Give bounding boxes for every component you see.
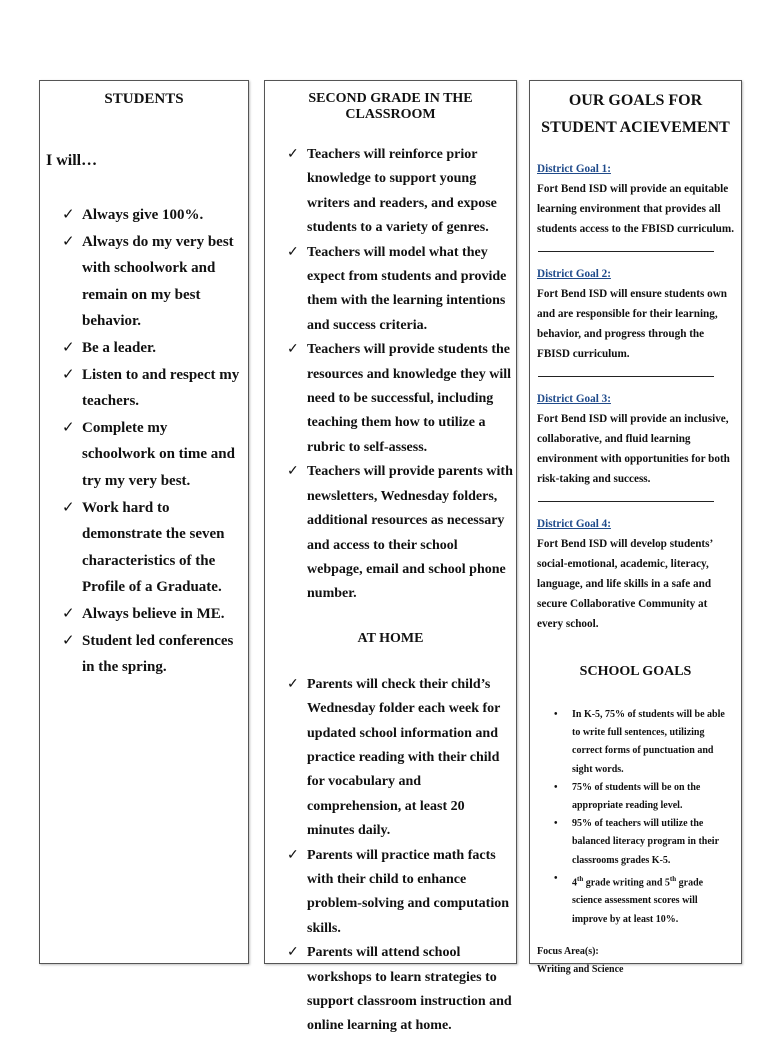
at-home-heading: AT HOME [357,630,424,646]
classroom-list [287,143,513,607]
checkmark-icon: ✓ [62,339,75,356]
checkmark-icon: ✓ [62,366,75,383]
students-intro: I will… [46,152,98,169]
checkmark-icon: ✓ [62,605,75,622]
district-goal-label: District Goal 1: [537,163,611,175]
bullet-icon: • [554,872,558,884]
school-goals-list [530,706,730,929]
district-goal-text: Fort Bend ISD will provide an inclusive, collaborative, and fluid learning environment with opportunities for both risk-taking and success. [537,413,730,485]
district-goal-label: District Goal 2: [537,268,611,280]
checkmark-icon: ✓ [287,847,299,863]
checkmark-icon: ✓ [62,419,75,436]
checkmark-icon: ✓ [287,945,299,961]
students-list [62,202,244,681]
list-item: ✓ Always do my very best with schoolwork and remain on my best behavior. [62,229,244,335]
list-item: ✓ Complete my schoolwork on time and try my very best. [62,415,244,495]
bullet-icon: • [554,818,558,830]
list-item: • 95% of teachers will utilize the balanced literacy program in their classrooms grades K-5. [572,815,730,870]
divider [538,376,714,377]
checkmark-icon: ✓ [287,676,299,692]
list-item: ✓ Student led conferences in the spring. [62,628,244,681]
list-item: ✓ Always believe in ME. [62,601,244,628]
district-goal-3 [537,389,735,489]
list-item: • 4th grade writing and 5th grade science assessment scores will improve by at least 10%. [572,870,730,929]
list-item: ✓ Work hard to demonstrate the seven characteristics of the Profile of a Graduate. [62,495,244,601]
bullet-icon: • [554,781,558,793]
list-item: ✓ Teachers will provide students the resources and knowledge they will need to be successful, including teaching them how to utilize a rubric to self-assess. [287,338,513,460]
list-item: • In K-5, 75% of students will be able to write full sentences, utilizing correct forms of punctuation and sight words. [572,706,730,779]
district-goal-2 [537,264,735,364]
list-item: ✓ Parents will check their child’s Wednesday folder each week for updated school information and practice reading with their child for vocabulary and comprehension, at least 20 minutes daily. [287,673,513,844]
checkmark-icon: ✓ [287,464,299,480]
bullet-icon: • [554,709,558,720]
classroom-heading: SECOND GRADE IN THE CLASSROOM [308,91,473,122]
checkmark-icon: ✓ [287,244,299,260]
list-item: ✓ Teachers will model what they expect from students and provide them with the learning intentions and success criteria. [287,241,513,339]
list-item: ✓ Teachers will provide parents with newsletters, Wednesday folders, additional resources as necessary and access to their school webpage, email and school phone number. [287,460,513,606]
divider [538,251,714,252]
students-heading: STUDENTS [104,91,184,107]
list-item: ✓ Teachers will reinforce prior knowledge to support young writers and readers, and expose students to a variety of genres. [287,143,513,241]
list-item: ✓ Parents will attend school workshops to learn strategies to support classroom instruction and online learning at home. [287,941,513,1039]
district-goal-4 [537,514,735,634]
district-goal-text: Fort Bend ISD will ensure students own and are responsible for their learning, behavior, and progress through the FBISD curriculum. [537,288,728,360]
district-goal-text: Fort Bend ISD will develop students’ social-emotional, academic, literacy, language, and life skills in a safe and secure Collaborative Community at every school. [537,538,713,630]
list-item: ✓ Be a leader. [62,335,244,362]
list-item: • 75% of students will be on the appropriate reading level. [572,779,730,815]
goals-panel [529,80,742,975]
checkmark-icon: ✓ [62,632,75,649]
classroom-panel [264,80,517,1034]
goals-heading: OUR GOALS FOR STUDENT ACIEVEMENT [541,92,730,136]
focus-area-value: Writing and Science [537,963,624,975]
divider [538,501,714,502]
list-item: ✓ Always give 100%. [62,202,244,229]
list-item: ✓ Parents will practice math facts with their child to enhance problem-solving and computation skills. [287,844,513,942]
district-goal-label: District Goal 3: [537,393,611,405]
list-item: ✓ Listen to and respect my teachers. [62,362,244,415]
district-goal-text: Fort Bend ISD will provide an equitable learning environment that provides all students access to the FBISD curriculum. [537,183,735,235]
focus-area [537,943,741,979]
students-panel [39,80,249,964]
checkmark-icon: ✓ [62,499,75,516]
checkmark-icon: ✓ [62,207,75,223]
district-goal-1 [537,159,735,239]
checkmark-icon: ✓ [287,342,299,358]
focus-area-label: Focus Area(s): [537,945,599,957]
district-goal-label: District Goal 4: [537,518,611,530]
school-goals-heading: SCHOOL GOALS [579,664,692,679]
checkmark-icon: ✓ [62,233,75,250]
checkmark-icon: ✓ [287,147,299,162]
at-home-list [287,673,513,1039]
